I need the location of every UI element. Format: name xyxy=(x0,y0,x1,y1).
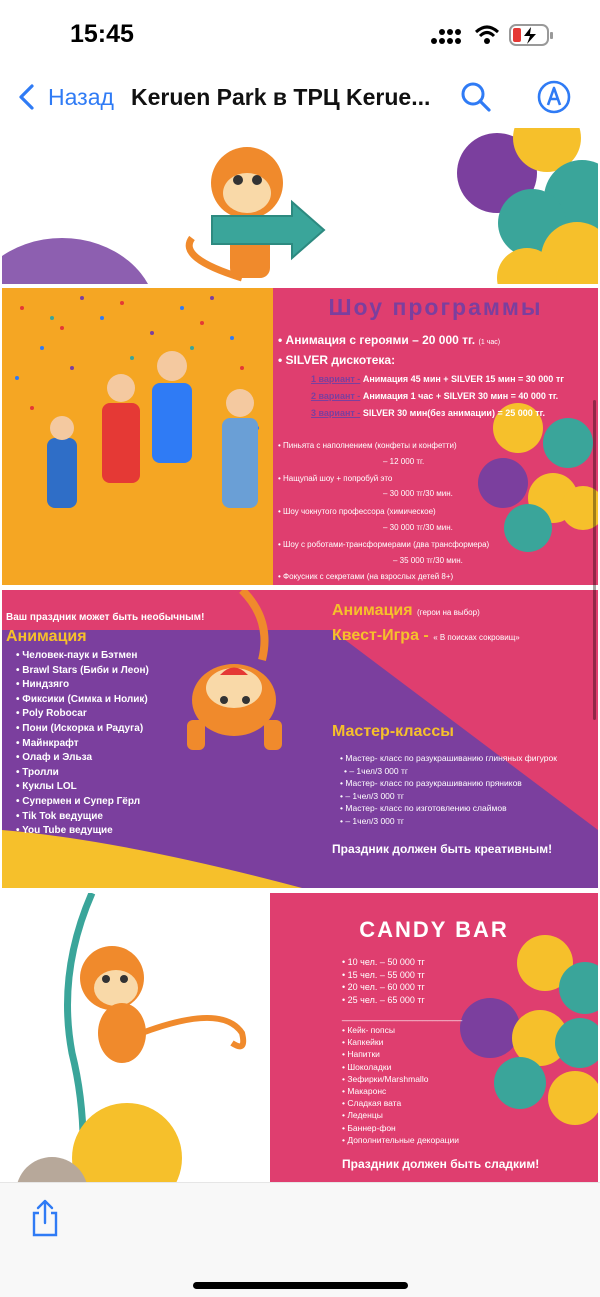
characters-list xyxy=(16,649,149,839)
variant-text: SILVER 30 мин(без анимации) = 25 000 тг. xyxy=(362,408,545,418)
animation-slogan: Праздник должен быть креативным! xyxy=(332,842,553,856)
balloons-illustration xyxy=(473,398,598,585)
show-animation: Анимация с героями – 20 000 тг. xyxy=(285,333,476,347)
list-item: • Сладкая вата xyxy=(342,1097,459,1109)
search-icon[interactable] xyxy=(459,80,493,114)
wifi-icon xyxy=(474,24,500,46)
show-item-text: Шоу чокнутого профессора (химическое) xyxy=(283,507,436,516)
list-item: • You Tube ведущие xyxy=(16,824,149,839)
variant-text: Анимация 1 час + SILVER 30 мин = 40 000 тг. xyxy=(362,391,559,401)
list-item: • Мастер- класс по изготовлению слаймов xyxy=(340,802,557,815)
list-item: • Шоколадки xyxy=(342,1061,459,1073)
bottom-toolbar xyxy=(0,1182,600,1297)
show-title: Шоу программы xyxy=(328,294,543,320)
variant-label: 3 вариант - xyxy=(311,408,361,418)
list-item: • Кейк- попсы xyxy=(342,1024,459,1036)
candy-slogan: Праздник должен быть сладким! xyxy=(342,1157,540,1171)
show-last-item: • Фокусник с секретами (на взрослых детей 8+) xyxy=(278,572,454,581)
show-item-price: – 12 000 тг. xyxy=(383,457,425,466)
list-item: • – 1чел/3 000 тг xyxy=(340,815,557,828)
show-last-text: Фокусник с секретами (на взрослых детей 8+) xyxy=(283,572,454,581)
variant-row xyxy=(311,374,564,384)
show-item-price: – 35 000 тг/30 мин. xyxy=(393,556,463,565)
variant-row xyxy=(311,408,545,418)
list-item: • Леденцы xyxy=(342,1109,459,1121)
monkey-arrow-illustration xyxy=(2,128,598,284)
animation-intro: Ваш праздник может быть необычным! xyxy=(6,612,205,623)
list-item: • Brawl Stars (Биби и Леон) xyxy=(16,664,149,679)
list-item: • Макаронс xyxy=(342,1085,459,1097)
candy-illustration xyxy=(2,893,270,1182)
list-item: • Человек-паук и Бэтмен xyxy=(16,649,149,664)
status-bar xyxy=(0,0,600,70)
right-animation-heading: Анимация xyxy=(332,602,413,619)
markup-icon[interactable] xyxy=(536,79,572,115)
candy-bar-panel xyxy=(270,893,598,1182)
list-item: • Poly Robocar xyxy=(16,707,149,722)
show-item: • Шоу чокнутого профессора (химическое) xyxy=(278,507,436,516)
show-item-price: – 30 000 тг/30 мин. xyxy=(383,489,453,498)
quest-line xyxy=(332,627,520,645)
list-item: • – 1чел/3 000 тг xyxy=(340,790,557,803)
battery-charging-icon xyxy=(509,23,555,47)
status-time: 15:45 xyxy=(70,20,134,48)
scrollbar[interactable] xyxy=(593,400,596,720)
show-item: • Шоу с роботами-трансформерами (два трансформера) xyxy=(278,540,490,549)
list-item: • Пони (Искорка и Радуга) xyxy=(16,722,149,737)
quest-heading: Квест-Игра - xyxy=(332,627,429,644)
candy-bar-section xyxy=(2,893,598,1182)
list-item: • Напитки xyxy=(342,1048,459,1060)
list-item: • Дополнительные декорации xyxy=(342,1134,459,1146)
list-item: • Tik Tok ведущие xyxy=(16,810,149,825)
list-item: • Супермен и Супер Гёрл xyxy=(16,795,149,810)
home-indicator xyxy=(193,1282,408,1289)
list-item: • Мастер- класс по разукрашиванию пряников xyxy=(340,777,557,790)
page-title: Keruen Park в ТРЦ Kerue... xyxy=(131,84,431,110)
banner-top xyxy=(2,128,598,284)
list-item: • 20 чел. – 60 000 тг xyxy=(342,981,425,994)
list-item: • 25 чел. – 65 000 тг xyxy=(342,994,425,1007)
variant-label: 1 вариант - xyxy=(311,374,361,384)
share-icon[interactable] xyxy=(30,1199,60,1239)
signal-icon xyxy=(430,26,464,46)
show-animation-line: • Анимация с героями – 20 000 тг. (1 час) xyxy=(278,333,501,347)
kids-photo xyxy=(2,288,273,585)
show-item-text: Нащупай шоу + попробуй это xyxy=(283,474,393,483)
list-item: • Зефирки/Marshmallo xyxy=(342,1073,459,1085)
silver-disco: SILVER дискотека: xyxy=(285,353,396,367)
right-animation-note: (герои на выбор) xyxy=(417,608,480,617)
silver-line: • SILVER дискотека: xyxy=(278,353,396,367)
list-item: • Баннер-фон xyxy=(342,1122,459,1134)
animation-heading: Анимация xyxy=(6,628,87,645)
variant-row xyxy=(311,391,558,401)
chevron-left-icon[interactable] xyxy=(16,83,36,111)
candy-price-list xyxy=(342,956,425,1006)
list-item: • 10 чел. – 50 000 тг xyxy=(342,956,425,969)
list-item: • Майнкрафт xyxy=(16,737,149,752)
show-item-text: Пиньята с наполнением (конфеты и конфетти) xyxy=(283,441,457,450)
list-item: • 15 чел. – 55 000 тг xyxy=(342,969,425,982)
list-item: • Ниндзяго xyxy=(16,678,149,693)
list-item: • Капкейки xyxy=(342,1036,459,1048)
list-item: • Олаф и Эльза xyxy=(16,751,149,766)
list-item: • – 1чел/3 000 тг xyxy=(340,765,557,778)
list-item: • Тролли xyxy=(16,766,149,781)
variant-label: 2 вариант - xyxy=(311,391,361,401)
candy-title: CANDY BAR xyxy=(359,917,509,942)
list-item: • Фиксики (Симка и Нолик) xyxy=(16,693,149,708)
show-item: • Пиньята с наполнением (конфеты и конфетти) xyxy=(278,441,457,450)
back-button-label[interactable]: Назад xyxy=(48,84,114,110)
show-item-price: – 30 000 тг/30 мин. xyxy=(383,523,453,532)
variant-text: Анимация 45 мин + SILVER 15 мин = 30 000 тг xyxy=(362,374,564,384)
master-heading: Мастер-классы xyxy=(332,723,454,740)
animation-section xyxy=(2,590,598,888)
candy-divider: ________________________ xyxy=(342,1011,463,1021)
show-item: • Нащупай шоу + попробуй это xyxy=(278,474,393,483)
show-animation-note: (1 час) xyxy=(478,339,501,346)
show-item-text: Шоу с роботами-трансформерами (два трансформера) xyxy=(283,540,490,549)
list-item: • Куклы LOL xyxy=(16,780,149,795)
list-item: • Мастер- класс по разукрашиванию глиняных фигурок xyxy=(340,752,557,765)
master-list xyxy=(340,752,557,828)
candy-items-list xyxy=(342,1024,459,1146)
balloons-illustration xyxy=(460,933,598,1153)
show-programs-panel xyxy=(273,288,598,585)
quest-note: « В поисках сокровищ» xyxy=(433,633,520,642)
right-animation-line xyxy=(332,602,480,620)
show-programs-section xyxy=(2,288,598,585)
